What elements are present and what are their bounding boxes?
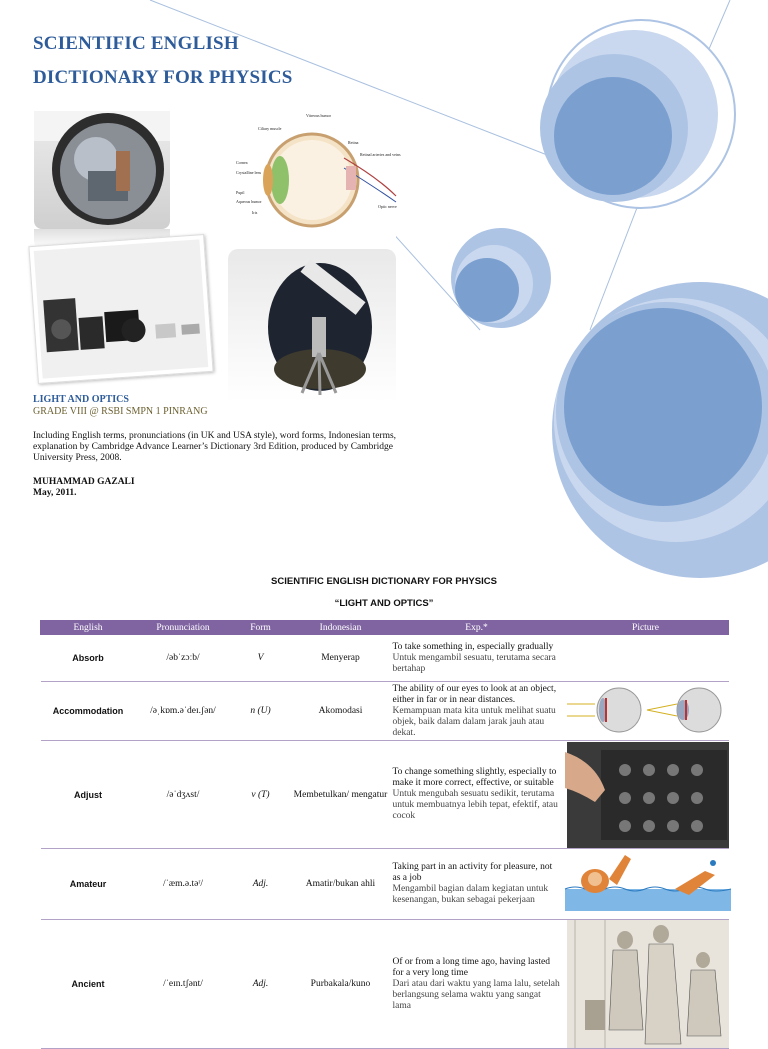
svg-text:Retina: Retina <box>348 140 359 145</box>
convex-mirror-photo <box>34 111 170 229</box>
svg-text:Retinal arteries and veins: Retinal arteries and veins <box>360 152 401 157</box>
cell-pronunciation: /ˈæm.ə.təʳ/ <box>136 849 231 920</box>
ancient-greek-engraving <box>565 920 731 1048</box>
explanation-indonesian: Untuk mengambil sesuatu, terutama secara bertahap <box>392 652 556 674</box>
cover-title-line1: SCIENTIFIC ENGLISH <box>33 33 239 54</box>
explanation-indonesian: Untuk mengubah sesuatu sedikit, terutama untuk membuatnya lebih tepat, efektif, atau cocok <box>392 789 558 821</box>
table-row <box>41 741 729 849</box>
dictionary-title: SCIENTIFIC ENGLISH DICTIONARY FOR PHYSICS <box>271 576 497 587</box>
table-row <box>41 849 729 920</box>
svg-text:Cornea: Cornea <box>236 160 248 165</box>
table-row <box>41 920 729 1049</box>
cover-grade: GRADE VIII @ RSBI SMPN 1 PINRANG <box>33 406 208 417</box>
cell-indonesian: Amatir/bukan ahli <box>291 849 391 920</box>
svg-text:Aqueous humor: Aqueous humor <box>236 199 262 204</box>
cell-indonesian: Akomodasi <box>291 682 391 741</box>
cell-pronunciation: /ˈeɪn.tʃənt/ <box>136 920 231 1049</box>
explanation-indonesian: Mengambil bagian dalam kegiatan untuk kesenangan, bukan sebagai pekerjaan <box>392 884 549 905</box>
cell-picture <box>563 920 729 1049</box>
dictionary-table <box>40 620 729 1049</box>
cell-form: n (U) <box>231 682 291 741</box>
table-row <box>41 635 729 682</box>
cell-indonesian: Purbakala/kuno <box>291 920 391 1049</box>
header-picture: Picture <box>563 621 729 635</box>
cell-picture <box>563 682 729 741</box>
cover-date: May, 2011. <box>33 488 77 498</box>
explanation-indonesian: Dari atau dari waktu yang lama lalu, setelah berlangsung selama waktu yang sangat lama <box>392 978 560 1011</box>
dictionary-subtitle: “LIGHT AND OPTICS” <box>334 598 434 609</box>
cell-picture <box>563 849 729 920</box>
svg-text:Crystalline lens: Crystalline lens <box>236 170 261 175</box>
cell-form: V <box>231 635 291 682</box>
cell-explanation <box>391 849 563 920</box>
svg-text:Iris: Iris <box>252 210 258 215</box>
cell-indonesian: Membetulkan/ mengatur <box>291 741 391 849</box>
cell-english: Absorb <box>41 635 136 682</box>
cell-explanation <box>391 920 563 1049</box>
cover-author: MUHAMMAD GAZALI <box>33 477 135 487</box>
cell-pronunciation: /əbˈzɔːb/ <box>136 635 231 682</box>
cell-explanation <box>391 682 563 741</box>
telescope-photo <box>228 249 396 419</box>
cell-explanation <box>391 635 563 682</box>
table-row <box>41 682 729 741</box>
header-pronunciation: Pronunciation <box>136 621 231 635</box>
cover-subtitle: LIGHT AND OPTICS <box>33 394 129 405</box>
cameras-photo <box>28 234 213 384</box>
cell-pronunciation: /əˌkɒm.əˈdeɪ.ʃən/ <box>136 682 231 741</box>
explanation-english: Of or from a long time ago, having lasted for a very long time <box>392 956 551 978</box>
cell-english: Ancient <box>41 920 136 1049</box>
mixer-knob-photo <box>565 742 731 848</box>
cell-form: Adj. <box>231 849 291 920</box>
cover-author-block <box>33 477 135 499</box>
cell-english: Amateur <box>41 849 136 920</box>
explanation-indonesian: Kemampuan mata kita untuk melihat suatu objek, baik dalam dalam jarak jauh atau dekat. <box>392 705 556 738</box>
eye-anatomy-diagram <box>228 108 401 248</box>
svg-text:Optic nerve: Optic nerve <box>378 204 397 209</box>
cell-picture <box>563 741 729 849</box>
cell-form: Adj. <box>231 920 291 1049</box>
cell-form: v (T) <box>231 741 291 849</box>
explanation-english: Taking part in an activity for pleasure, not as a job <box>392 862 553 883</box>
eye-accommodation-diagram <box>565 682 731 740</box>
header-english: English <box>41 621 136 635</box>
cover-description: Including English terms, pronunciations (in UK and USA style), word forms, Indonesian terms, explanation by Cambridge Advance Learner’s Dictionary 3rd Edition, produced by Cambridge University Press, 2008. <box>33 431 397 463</box>
cell-picture <box>563 635 729 682</box>
svg-text:Ciliary muscle: Ciliary muscle <box>258 126 282 131</box>
header-indonesian: Indonesian <box>291 621 391 635</box>
amateur-swimmer-cartoon <box>565 849 731 919</box>
explanation-english: To take something in, especially gradually <box>392 641 554 652</box>
header-form: Form <box>231 621 291 635</box>
cell-explanation <box>391 741 563 849</box>
header-explanation: Exp.* <box>391 621 563 635</box>
svg-text:Pupil: Pupil <box>236 190 245 195</box>
table-header-row <box>41 621 729 635</box>
explanation-english: The ability of our eyes to look at an object, either in far or in near distances. <box>392 683 557 705</box>
cell-indonesian: Menyerap <box>291 635 391 682</box>
explanation-english: To change something slightly, especially to make it more correct, effective, or suitable <box>392 767 557 788</box>
eye-label-vitreous: Vitreous humor <box>306 113 331 118</box>
cover-title-line2: DICTIONARY FOR PHYSICS <box>33 67 293 88</box>
cell-english: Adjust <box>41 741 136 849</box>
cell-pronunciation: /əˈdʒʌst/ <box>136 741 231 849</box>
cell-english: Accommodation <box>41 682 136 741</box>
